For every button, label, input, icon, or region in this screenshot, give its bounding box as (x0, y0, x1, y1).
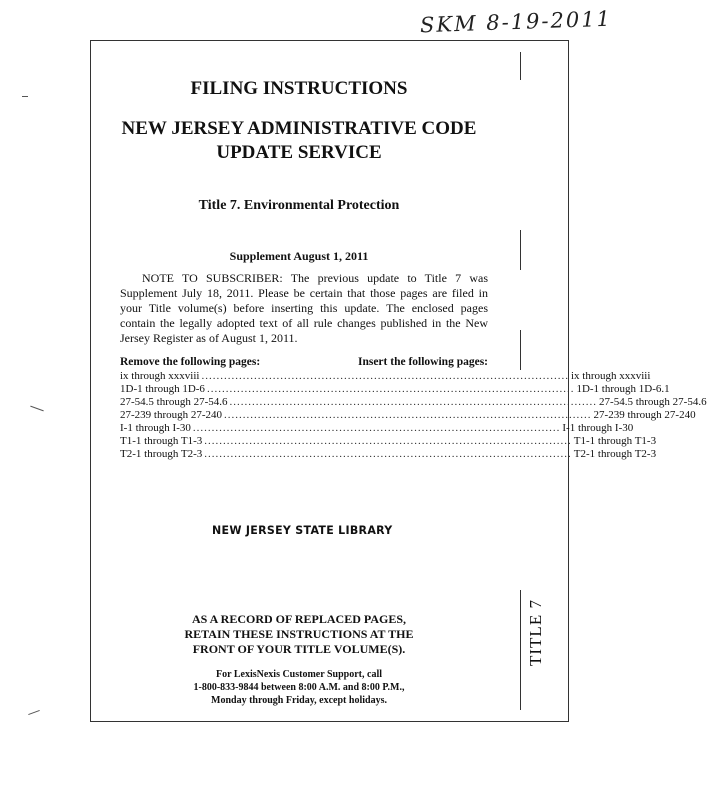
scan-speck (30, 406, 43, 412)
scan-speck (28, 710, 40, 715)
subscriber-note (120, 271, 488, 346)
title-subtitle: Title 7. Environmental Protection (198, 198, 400, 213)
right-edge-mark (520, 230, 521, 270)
record-notice-line3: FRONT OF YOUR TITLE VOLUME(S). (192, 642, 406, 656)
table-row (120, 383, 670, 396)
right-edge-mark (520, 52, 521, 80)
handwritten-annotation: SKM 8-19-2011 (419, 6, 613, 38)
remove-pages: T2-1 through T2-3 (120, 448, 203, 460)
page-title: FILING INSTRUCTIONS (190, 78, 408, 99)
code-title-line1: NEW JERSEY ADMINISTRATIVE CODE (121, 118, 477, 139)
record-notice-line1: AS A RECORD OF REPLACED PAGES, (191, 612, 407, 626)
insert-pages: T2-1 through T2-3 (573, 448, 657, 460)
record-notice-line2: RETAIN THESE INSTRUCTIONS AT THE (184, 627, 414, 641)
title-tab-label: TITLE 7 (526, 599, 545, 666)
insert-pages: 27-239 through 27-240 (593, 409, 696, 421)
insert-pages: 1D-1 through 1D-6.1 (576, 383, 670, 395)
table-header (120, 356, 488, 370)
remove-column-header: Remove the following pages: (120, 356, 261, 368)
remove-pages: 27-239 through 27-240 (120, 409, 223, 421)
library-stamp: NEW JERSEY STATE LIBRARY (212, 523, 393, 538)
table-row (120, 448, 657, 461)
support-line3: Monday through Friday, except holidays. (211, 695, 387, 706)
support-line1: For LexisNexis Customer Support, call (215, 669, 382, 680)
support-line2: 1-800-833-9844 between 8:00 A.M. and 8:00 P.M., (193, 682, 405, 693)
right-edge-mark (520, 330, 521, 370)
dot-leader: .................................................................................................. (206, 383, 575, 395)
table-row (120, 396, 707, 409)
subscriber-note-text: NOTE TO SUBSCRIBER: The previous update to Title 7 was Supplement July 18, 2011. Please be certain that those pages are filed in your Title volume(s) before inserting this update. The enclosed pages contain the legally adopted text of all rule changes published in the New Jersey Register as of August 1, 2011. (120, 271, 488, 345)
remove-pages: I-1 through I-30 (120, 422, 191, 434)
remove-pages: T1-1 through T1-3 (120, 435, 203, 447)
table-row (120, 422, 634, 435)
dot-leader: .................................................................................................. (204, 435, 572, 447)
bottom-border-line (90, 721, 568, 722)
table-row (120, 409, 696, 422)
top-border-line (90, 40, 568, 41)
supplement-date: Supplement August 1, 2011 (229, 249, 369, 263)
remove-pages: 1D-1 through 1D-6 (120, 383, 205, 395)
code-title-line2: UPDATE SERVICE (216, 142, 382, 163)
right-edge-mark (520, 590, 521, 710)
insert-pages: T1-1 through T1-3 (573, 435, 657, 447)
record-notice (118, 612, 480, 657)
table-row (120, 370, 651, 383)
dot-leader: .................................................................................................. (229, 396, 598, 408)
scan-speck (22, 96, 28, 97)
dot-leader: .................................................................................................. (204, 448, 572, 460)
page-replacement-table (120, 356, 707, 461)
customer-support-info (118, 668, 480, 707)
dot-leader: .................................................................................................. (201, 370, 569, 382)
left-border-line (90, 40, 91, 722)
remove-pages: ix through xxxviii (120, 370, 200, 382)
insert-column-header: Insert the following pages: (357, 356, 488, 368)
insert-pages: I-1 through I-30 (562, 422, 634, 434)
insert-pages: ix through xxxviii (570, 370, 651, 382)
dot-leader: .................................................................................................. (224, 409, 592, 421)
table-row (120, 435, 657, 448)
dot-leader: .................................................................................................. (192, 422, 561, 434)
insert-pages: 27-54.5 through 27-54.6 (599, 396, 707, 408)
remove-pages: 27-54.5 through 27-54.6 (120, 396, 228, 408)
